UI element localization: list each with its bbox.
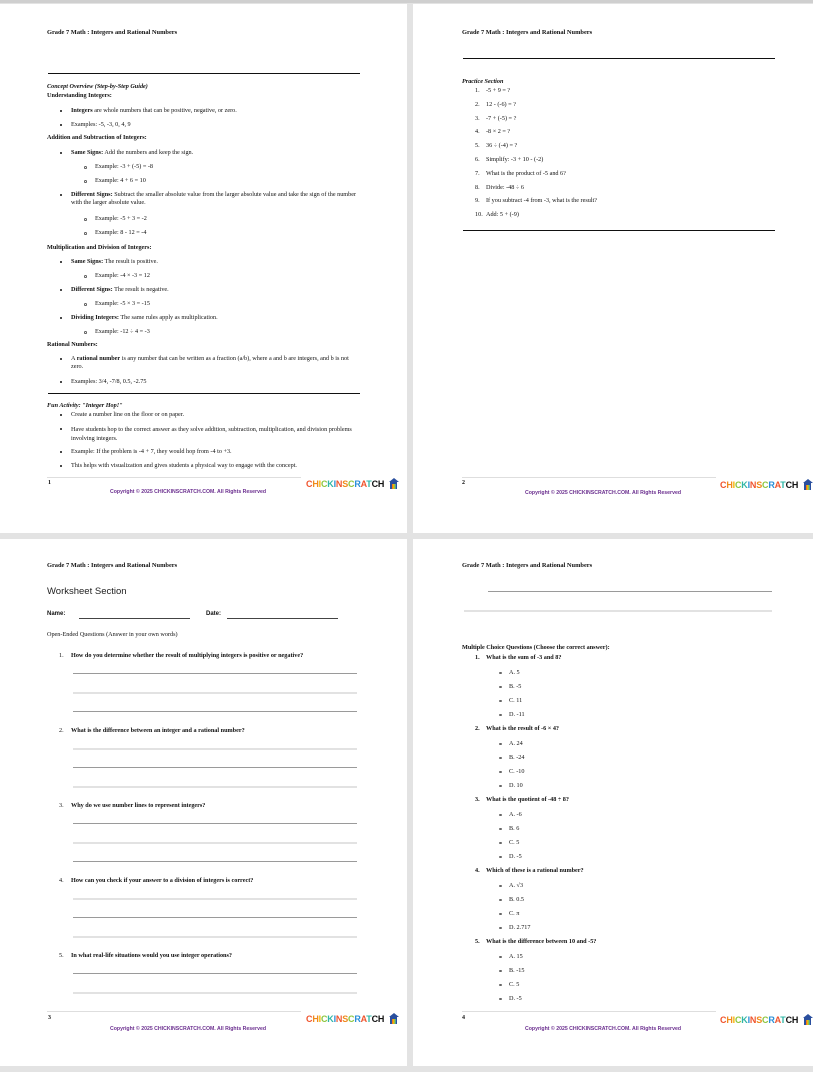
open-ended-question: How can you check if your answer to a division of integers is correct? xyxy=(71,877,254,884)
practice-problem-number: 9. xyxy=(475,197,480,205)
mc-option[interactable]: B. 6 xyxy=(509,824,520,832)
option-bullet xyxy=(499,757,502,760)
option-bullet xyxy=(499,984,502,987)
addsub-diff-example-2: Example: 8 - 12 = -4 xyxy=(95,229,147,236)
mc-option[interactable]: D. 2.717 xyxy=(509,923,531,931)
answer-line[interactable] xyxy=(73,767,357,768)
term: Integers xyxy=(71,107,93,114)
mc-option[interactable]: A. -6 xyxy=(509,810,522,818)
term: Dividing Integers: xyxy=(71,314,119,321)
answer-line[interactable] xyxy=(73,973,357,974)
copyright-text: Copyright © 2025 CHICKINSCRATCH.COM. All Rights Reserved xyxy=(110,489,267,495)
practice-problem: 36 ÷ (-4) = ? xyxy=(486,142,518,150)
option-bullet xyxy=(499,771,502,774)
page-number: 3 xyxy=(48,1015,51,1021)
bullet xyxy=(60,194,62,196)
date-field[interactable] xyxy=(227,611,338,619)
concept-heading: Concept Overview (Step-by-Step Guide) xyxy=(47,83,148,90)
page-number: 4 xyxy=(462,1015,465,1021)
answer-line[interactable] xyxy=(73,992,357,994)
practice-problem: -5 + 9 = ? xyxy=(486,87,511,94)
activity-item: Example: If the problem is -4 + 7, they would hop from -4 to +3. xyxy=(71,448,232,455)
open-ended-question: Why do we use number lines to represent integers? xyxy=(71,802,206,809)
option-bullet xyxy=(499,785,502,788)
chickinscratch-logo: CHICKINSCRATCH xyxy=(306,478,399,489)
muldiv-dividing xyxy=(71,314,218,322)
rational-examples: Examples: 3/4, -7/8, 0.5, -2.75 xyxy=(71,378,147,385)
practice-problem: Add: 5 + (-9) xyxy=(486,211,519,219)
practice-problem-number: 4. xyxy=(475,128,480,136)
practice-heading: Practice Section xyxy=(462,78,504,85)
rational-definition xyxy=(71,355,356,370)
understanding-item-2: Examples: -5, -3, 0, 4, 9 xyxy=(71,121,131,128)
muldiv-same-example: Example: -4 × -3 = 12 xyxy=(95,272,150,279)
bullet xyxy=(60,465,62,467)
bullet xyxy=(60,261,62,263)
bullet xyxy=(60,110,62,112)
date-label: Date: xyxy=(206,611,222,617)
chickinscratch-logo: CHICKINSCRATCH xyxy=(306,1013,399,1024)
addsub-diff-example-1: Example: -5 + 3 = -2 xyxy=(95,215,147,222)
option-bullet xyxy=(499,743,502,746)
mc-question-number: 2. xyxy=(475,725,480,732)
option-bullet xyxy=(499,842,502,845)
option-bullet xyxy=(499,913,502,916)
mc-option[interactable]: A. 15 xyxy=(509,952,523,960)
activity-item: This helps with visualization and gives students a physical way to engage with the concept. xyxy=(71,462,297,469)
mc-question: What is the sum of -3 and 8? xyxy=(486,654,562,661)
practice-problem: What is the product of -5 and 6? xyxy=(486,169,566,177)
mc-option[interactable]: C. π xyxy=(509,909,520,917)
copyright-text: Copyright © 2025 CHICKINSCRATCH.COM. All Rights Reserved xyxy=(525,1026,682,1032)
footer-rule xyxy=(47,477,301,478)
mc-option[interactable]: A. √3 xyxy=(509,881,524,889)
bullet xyxy=(60,289,62,291)
sub-bullet xyxy=(84,303,87,306)
answer-line[interactable] xyxy=(464,610,772,612)
option-bullet xyxy=(499,700,502,703)
answer-line[interactable] xyxy=(73,842,357,844)
mc-option[interactable]: D. -11 xyxy=(509,710,525,718)
addsub-same-example-1: Example: -3 + (-5) = -8 xyxy=(95,163,154,170)
option-bullet xyxy=(499,956,502,959)
sub-bullet xyxy=(84,166,87,169)
answer-line[interactable] xyxy=(73,936,357,938)
worksheet-section-title: Worksheet Section xyxy=(47,586,127,597)
footer-rule xyxy=(462,1011,716,1012)
option-bullet xyxy=(499,686,502,689)
option-bullet xyxy=(499,998,502,1001)
mc-option[interactable]: D. 10 xyxy=(509,781,523,789)
mc-heading: Multiple Choice Questions (Choose the correct answer): xyxy=(462,644,610,651)
text: A xyxy=(71,355,77,362)
house-icon xyxy=(389,478,399,489)
definition: Add the numbers and keep the sign. xyxy=(103,149,194,156)
house-icon xyxy=(803,1014,813,1025)
footer-rule xyxy=(462,477,716,478)
page-number: 2 xyxy=(462,480,465,486)
mc-question: What is the difference between 10 and -5? xyxy=(486,938,597,945)
practice-problem: 12 - (-6) = ? xyxy=(486,100,516,108)
mc-option[interactable]: C. 5 xyxy=(509,980,520,988)
name-field[interactable] xyxy=(79,611,190,619)
mc-option[interactable]: A. 5 xyxy=(509,668,520,676)
page-4 xyxy=(413,539,813,1066)
definition: is any number that can be written as a fraction (a/b), where a and b are integers, and b is not zero. xyxy=(71,355,349,370)
activity-item: Create a number line on the floor or on paper. xyxy=(71,411,185,418)
section-rule xyxy=(463,230,775,231)
bullet xyxy=(60,317,62,319)
answer-line[interactable] xyxy=(73,673,357,674)
term: Different Signs: xyxy=(71,191,113,198)
page-3 xyxy=(0,539,407,1066)
practice-problem-number: 2. xyxy=(475,100,480,108)
footer-rule xyxy=(47,1011,301,1012)
sub-bullet xyxy=(84,331,87,334)
bullet xyxy=(60,414,62,416)
chickinscratch-logo: CHICKINSCRATCH xyxy=(720,479,813,490)
mc-question-number: 1. xyxy=(475,654,480,661)
question-number: 1. xyxy=(59,652,64,659)
open-ended-heading: Open-Ended Questions (Answer in your own words) xyxy=(47,631,178,638)
option-bullet xyxy=(499,672,502,675)
rational-heading: Rational Numbers: xyxy=(47,341,98,348)
muldiv-diff-example: Example: -5 × 3 = -15 xyxy=(95,300,150,307)
practice-problem: If you subtract -4 from -3, what is the result? xyxy=(486,197,598,205)
practice-problem-number: 5. xyxy=(475,142,480,150)
viewer-top-border xyxy=(0,0,813,3)
practice-problem-number: 6. xyxy=(475,156,480,163)
house-icon xyxy=(389,1013,399,1024)
mc-question: What is the result of -6 × 4? xyxy=(486,725,560,732)
definition: The result is positive. xyxy=(103,258,158,265)
addsub-heading: Addition and Subtraction of Integers: xyxy=(47,134,147,141)
answer-line[interactable] xyxy=(488,591,772,592)
option-bullet xyxy=(499,814,502,817)
mc-option[interactable]: A. 24 xyxy=(509,739,523,747)
muldiv-different-signs xyxy=(71,286,169,294)
practice-problem-number: 1. xyxy=(475,87,480,94)
bullet xyxy=(60,381,62,383)
copyright-text: Copyright © 2025 CHICKINSCRATCH.COM. All Rights Reserved xyxy=(110,1026,267,1032)
page-header-title: Grade 7 Math : Integers and Rational Numbers xyxy=(462,562,593,569)
option-bullet xyxy=(499,885,502,888)
mc-question-number: 5. xyxy=(475,938,480,945)
practice-problem: -8 × 2 = ? xyxy=(486,128,511,136)
mc-question: What is the quotient of -48 ÷ 8? xyxy=(486,796,569,803)
open-ended-question: In what real-life situations would you use integer operations? xyxy=(71,952,232,959)
question-number: 3. xyxy=(59,802,64,809)
activity-item: Have students hop to the correct answer as they solve addition, subtraction, multiplication, and division problems involving integers. xyxy=(71,426,352,442)
bullet xyxy=(60,152,62,154)
chickinscratch-logo: CHICKINSCRATCH xyxy=(720,1014,813,1025)
question-number: 4. xyxy=(59,877,64,884)
term: rational number xyxy=(76,355,121,362)
answer-line[interactable] xyxy=(73,786,357,788)
sub-bullet xyxy=(84,180,87,183)
answer-line[interactable] xyxy=(73,917,357,918)
practice-problem: Divide: -48 ÷ 6 xyxy=(486,183,524,191)
addsub-different-signs xyxy=(71,191,356,206)
house-icon xyxy=(803,479,813,490)
option-bullet xyxy=(499,899,502,902)
copyright-text: Copyright © 2025 CHICKINSCRATCH.COM. All Rights Reserved xyxy=(525,490,682,496)
mc-option[interactable]: D. -5 xyxy=(509,994,522,1002)
sub-bullet xyxy=(84,232,87,235)
mc-question-number: 3. xyxy=(475,796,480,803)
bullet xyxy=(60,428,62,430)
mc-option[interactable]: B. 0.5 xyxy=(509,895,524,903)
mc-option[interactable]: C. 5 xyxy=(509,838,520,846)
answer-line[interactable] xyxy=(73,711,357,712)
open-ended-question: What is the difference between an integer and a rational number? xyxy=(71,727,245,734)
practice-problem: Simplify: -3 + 10 - (-2) xyxy=(486,156,544,163)
bullet xyxy=(60,451,62,453)
mc-question-number: 4. xyxy=(475,867,480,874)
muldiv-same-signs xyxy=(71,258,158,266)
header-rule xyxy=(463,58,775,59)
term: Same Signs: xyxy=(71,258,104,265)
mc-option[interactable]: B. -24 xyxy=(509,753,525,761)
page-1 xyxy=(0,4,407,533)
muldiv-heading: Multiplication and Division of Integers: xyxy=(47,244,152,251)
bullet xyxy=(60,124,62,126)
practice-problem: -7 + (-5) = ? xyxy=(486,114,517,122)
answer-line[interactable] xyxy=(73,861,357,862)
mc-option[interactable]: C. -10 xyxy=(509,767,525,775)
sub-bullet xyxy=(84,218,87,221)
open-ended-question: How do you determine whether the result of multiplying integers is positive or negative? xyxy=(71,652,304,659)
practice-problem-number: 8. xyxy=(475,183,480,191)
definition: Subtract the smaller absolute value from the larger absolute value and take the sign of the number with the larger absolute value. xyxy=(71,191,357,206)
page-2 xyxy=(413,4,813,533)
activity-heading: Fun Activity: "Integer Hop!" xyxy=(47,402,123,409)
addsub-same-example-2: Example: 4 + 6 = 10 xyxy=(95,177,146,184)
option-bullet xyxy=(499,828,502,831)
mc-question: Which of these is a rational number? xyxy=(486,867,584,874)
definition: The same rules apply as multiplication. xyxy=(118,314,218,321)
definition: The result is negative. xyxy=(112,286,169,293)
header-rule xyxy=(48,73,360,74)
addsub-same-signs xyxy=(71,149,193,157)
question-number: 2. xyxy=(59,727,64,734)
answer-line[interactable] xyxy=(73,823,357,824)
answer-line[interactable] xyxy=(73,748,357,750)
page-header-title: Grade 7 Math : Integers and Rational Numbers xyxy=(47,29,178,36)
page-number: 1 xyxy=(48,480,51,486)
mc-option[interactable]: D. -5 xyxy=(509,852,522,860)
sub-bullet xyxy=(84,275,87,278)
page-header-title: Grade 7 Math : Integers and Rational Numbers xyxy=(47,562,178,569)
option-bullet xyxy=(499,856,502,859)
mc-option[interactable]: C. 11 xyxy=(509,696,523,704)
definition: are whole numbers that can be positive, negative, or zero. xyxy=(92,107,237,114)
name-label: Name: xyxy=(47,611,66,617)
option-bullet xyxy=(499,927,502,930)
page-header-title: Grade 7 Math : Integers and Rational Numbers xyxy=(462,29,593,36)
answer-line[interactable] xyxy=(73,692,357,694)
muldiv-div-example: Example: -12 ÷ 4 = -3 xyxy=(95,328,150,335)
answer-line[interactable] xyxy=(73,898,357,900)
mc-option[interactable]: B. -5 xyxy=(509,682,522,690)
section-rule xyxy=(48,393,360,394)
option-bullet xyxy=(499,714,502,717)
bullet xyxy=(60,358,62,360)
practice-problem-number: 3. xyxy=(475,114,480,122)
option-bullet xyxy=(499,970,502,973)
term: Same Signs: xyxy=(71,149,104,156)
mc-option[interactable]: B. -15 xyxy=(509,966,525,974)
understanding-heading: Understanding Integers: xyxy=(47,92,112,99)
term: Different Signs: xyxy=(71,286,113,293)
practice-problem-number: 7. xyxy=(475,169,480,177)
practice-problem-number: 10. xyxy=(475,211,483,219)
question-number: 5. xyxy=(59,952,64,959)
understanding-item-1 xyxy=(71,107,237,115)
